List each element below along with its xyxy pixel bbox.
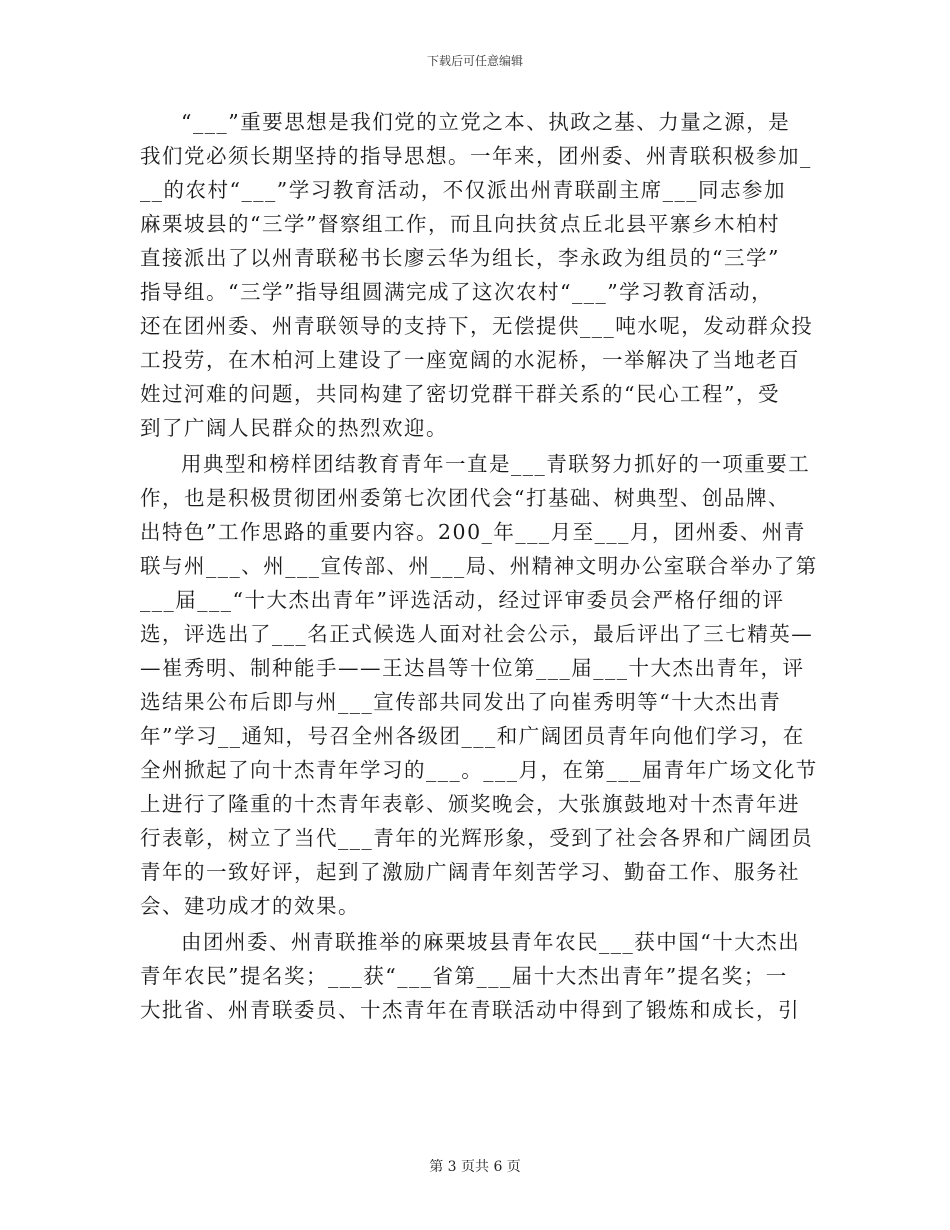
text-line: 用典型和榜样团结教育青年一直是___青联努力抓好的一项重要工	[181, 452, 811, 476]
text-line: 出特色”工作思路的重要内容。200_年___月至___月，团州委、州青	[140, 520, 806, 544]
text-line: “___”重要思想是我们党的立党之本、执政之基、力量之源，是	[181, 110, 791, 134]
text-line: 麻栗坡县的“三学”督察组工作，而且向扶贫点丘北县平寨乡木柏村	[140, 212, 780, 236]
paragraph-2	[140, 447, 818, 923]
text-line: 会、建功成才的效果。	[140, 894, 360, 918]
document-body	[140, 105, 818, 1029]
text-line: 选，评选出了___名正式候选人面对社会公示，最后评出了三七精英—	[140, 622, 814, 646]
text-line: 指导组。“三学”指导组圆满完成了这次农村“___”学习教育活动，	[140, 280, 774, 304]
text-line: 直接派出了以州青联秘书长廖云华为组长，李永政为组员的“三学”	[140, 246, 780, 270]
paragraph-1	[140, 105, 812, 445]
text-line: 我们党必须长期坚持的指导思想。一年来，团州委、州青联积极参加_	[140, 144, 812, 168]
text-line: 行表彰，树立了当代___青年的光辉形象，受到了社会各界和广阔团员	[140, 826, 814, 850]
text-line: 还在团州委、州青联领导的支持下，无偿提供___吨水呢，发动群众投	[140, 314, 814, 338]
text-line: 上进行了隆重的十杰青年表彰、颁奖晚会，大张旗鼓地对十杰青年进	[140, 792, 800, 816]
text-line: 年”学习__通知，号召全州各级团___和广阔团员青年向他们学习，在	[140, 724, 805, 748]
text-line: 大批省、州青联委员、十杰青年在青联活动中得到了锻炼和成长，引	[140, 998, 800, 1022]
paragraph-3	[140, 925, 812, 1027]
text-line: 工投劳，在木柏河上建设了一座宽阔的水泥桥，一举解决了当地老百	[140, 348, 800, 372]
text-line: ___届___“十大杰出青年”评选活动，经过评审委员会严格仔细的评	[140, 588, 785, 612]
text-line: 青年农民”提名奖；___获“___省第___届十大杰出青年”提名奖；一	[140, 964, 788, 988]
text-line: 联与州___、州___宣传部、州___局、州精神文明办公室联合举办了第	[140, 554, 818, 578]
text-line: 青年的一致好评，起到了激励广阔青年刻苦学习、勤奋工作、服务社	[140, 860, 800, 884]
text-line: 全州掀起了向十杰青年学习的___。___月，在第___届青年广场文化节	[140, 758, 818, 782]
text-line: 到了广阔人民群众的热烈欢迎。	[140, 416, 448, 440]
text-line: 选结果公布后即与州___宣传部共同发出了向崔秀明等“十大杰出青	[140, 690, 782, 714]
text-line: 作，也是积极贯彻团州委第七次团代会“打基础、树典型、创品牌、	[140, 486, 790, 510]
text-line: 姓过河难的问题，共同构建了密切党群干群关系的“民心工程”，受	[140, 382, 780, 406]
page-footer: 第 3 页共 6 页	[429, 1159, 521, 1175]
text-line: —崔秀明、制种能手——王达昌等十位第___届___十大杰出青年，评	[140, 656, 805, 680]
text-line: 由团州委、州青联推举的麻栗坡县青年农民___获中国“十大杰出	[181, 930, 801, 954]
page-header: 下载后可任意编辑	[426, 54, 523, 68]
text-line: __的农村“___”学习教育活动，不仅派出州青联副主席___同志参加	[140, 178, 786, 202]
